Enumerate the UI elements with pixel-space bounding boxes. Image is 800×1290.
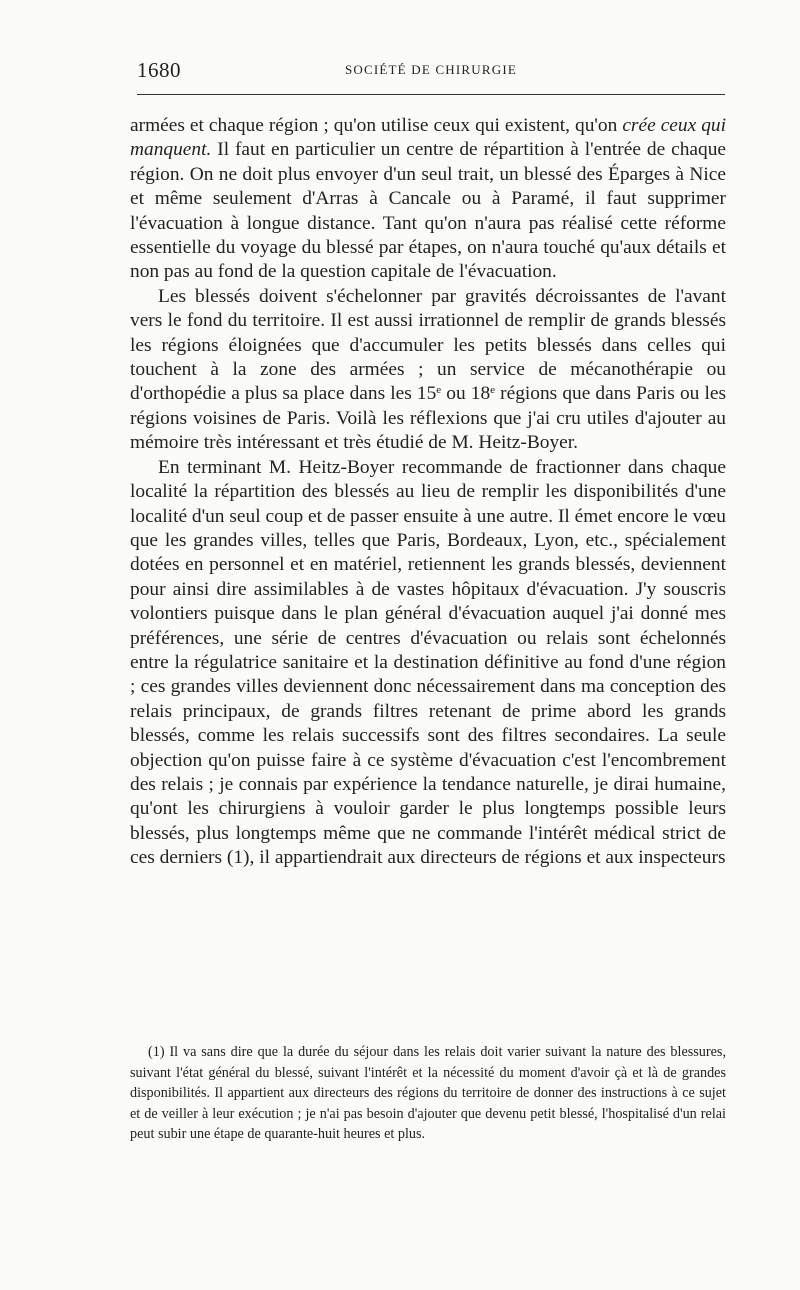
paragraph-2-text-c: régions que dans Paris ou les régions voisines de Paris. Voilà les réflexions que j'ai cru utiles d'ajouter au mémoire très intéressant et très étudié de M. Heitz-Boyer. (130, 383, 726, 454)
page-number: 1680 (137, 58, 181, 82)
footnote-text: (1) Il va sans dire que la durée du séjour dans les relais doit varier suivant la nature des blessures, suivant l'état général du blessé, suivant l'intérêt et la nécessité du moment d'avoir çà et là de grandes disponibilités. Il appartient aux directeurs des régions du territoire de donner des instructions à ce sujet et de veiller à leur exécution ; je n'ai pas besoin d'ajouter que devenu petit blessé, l'hospitalisé d'un relai peut subir une étape de quarante-huit heures et plus. (130, 1044, 726, 1143)
paragraph-2 (130, 285, 726, 456)
running-title: SOCIÉTÉ DE CHIRURGIE (344, 62, 518, 77)
paragraph-3: En terminant M. Heitz-Boyer recommande de fractionner dans chaque localité la répartition des blessés au lieu de remplir les disponibilités d'une localité d'un seul coup et de passer ensuite à une autre. Il émet encore le vœu que les grandes villes, telles que Paris, Bordeaux, Lyon, etc., spécialement dotées en personnel et en matériel, retiennent les grands blessés, deviennent pour ainsi dire assimilables à de vastes hôpitaux d'évacuation. J'y souscris volontiers puisque dans le plan général d'évacuation auquel j'ai donné mes préférences, une série de centres d'évacuation ou relais sont échelonnés entre la régulatrice sanitaire et la destination définitive au fond d'une région ; ces grandes villes deviennent donc nécessairement dans ma conception des relais principaux, de grands filtres retenant de prime abord les grands blessés, comme les relais successifs sont des filtres secondaires. La seule objection qu'on puisse faire à ce système d'évacuation c'est l'encombrement des relais ; je connais par expérience la tendance naturelle, je dirai humaine, qu'ont les chirurgiens à vouloir garder le plus longtemps possible leurs blessés, plus longtemps même que ne commande l'intérêt médical strict de ces derniers (1), il appartiendrait aux directeurs de régions et aux inspecteurs (130, 456, 726, 869)
paragraph-2-text-a: Les blessés doivent s'échelonner par gravités décroissantes de l'avant vers le fond du territoire. Il est aussi irrationnel de remplir de grands blessés les régions éloignées que d'accumuler les petits blessés dans celles qui touchent à la zone des armées ; un service de mécanothérapie ou d'orthopédie a plus sa place dans les 15 (130, 285, 726, 405)
paragraph-1-italic: crée ceux qui manquent. (130, 115, 727, 161)
paragraph-2-text-b: ou 18 (441, 383, 491, 405)
superscript-2: e (490, 384, 496, 397)
superscript-1: e (436, 384, 442, 397)
paragraph-1-text-b: Il faut en particulier un centre de répartition à l'entrée de chaque région. On ne doit plus envoyer d'un seul trait, un blessé des Éparges à Nice et même seulement d'Arras à Cancale ou à Paramé, il faut supprimer l'évacuation à longue distance. Tant qu'on n'aura pas réalisé cette réforme essentielle du voyage du blessé par étapes, on n'aura touché qu'aux détails et non pas au fond de la question capitale de l'évacuation. (130, 139, 726, 283)
paragraph-1-text-a: armées et chaque région ; qu'on utilise ceux qui existent, qu'on (130, 115, 623, 136)
body-text (130, 114, 726, 871)
header-rule (137, 94, 725, 95)
footnote (130, 1042, 726, 1145)
paragraph-1 (130, 114, 726, 285)
page-header (137, 58, 725, 86)
